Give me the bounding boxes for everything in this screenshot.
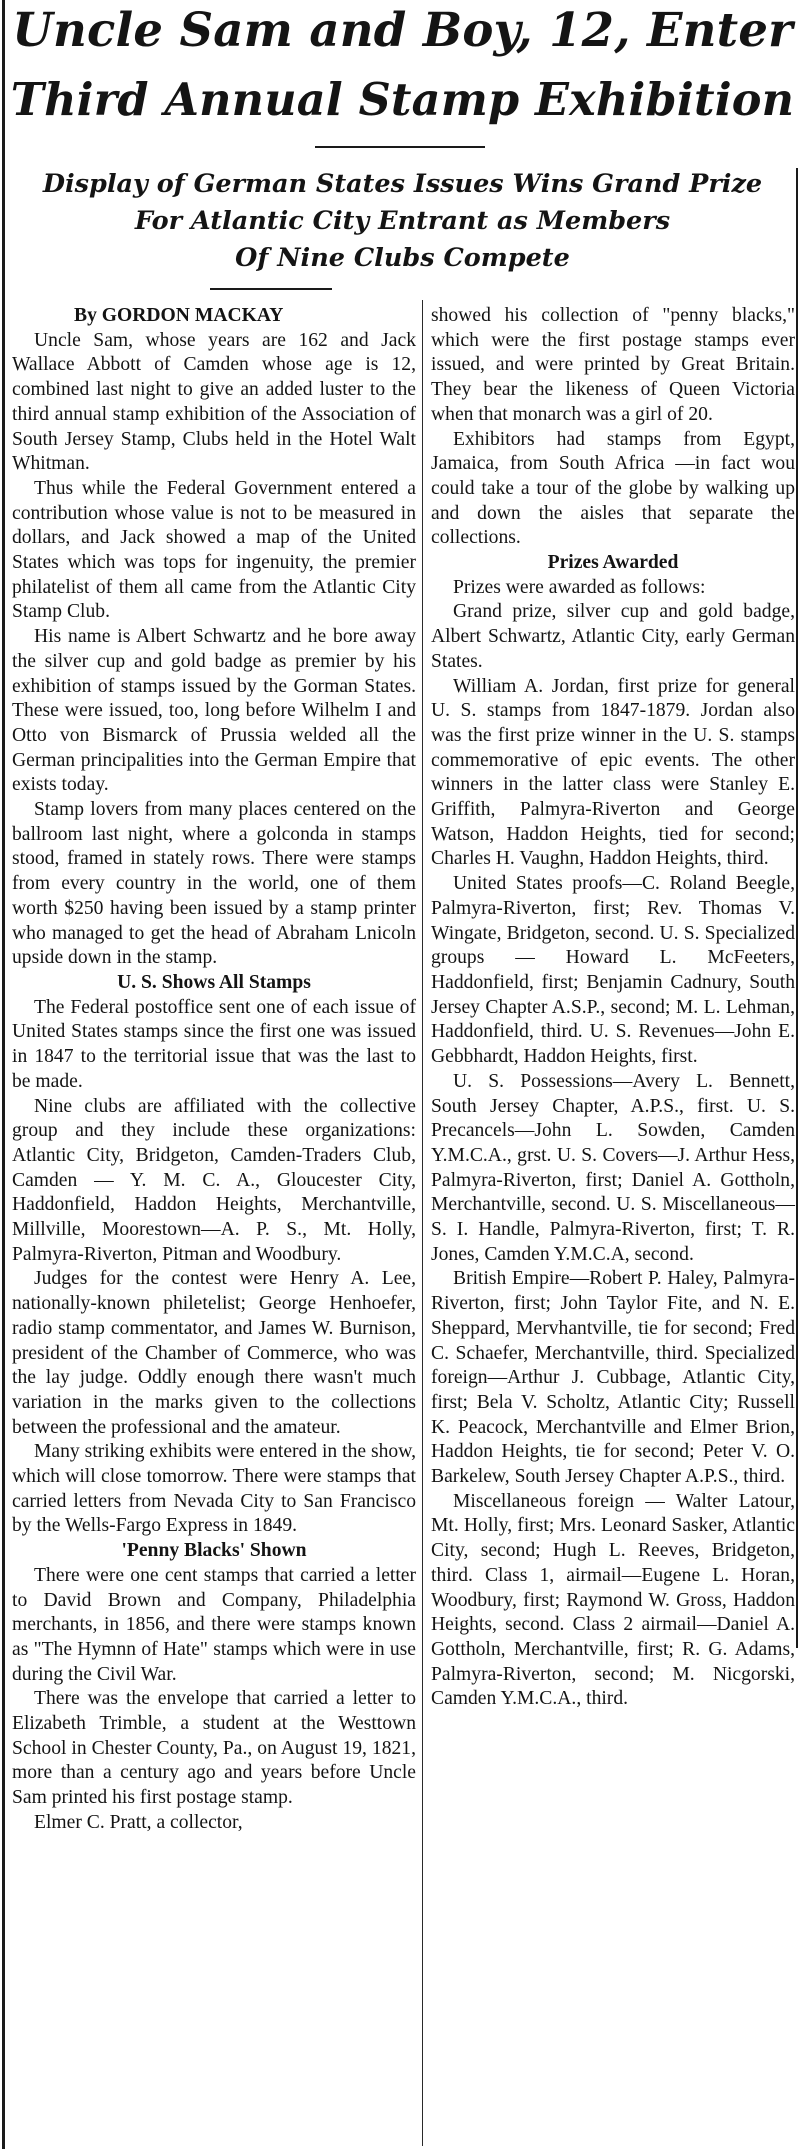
- paragraph: Judges for the contest were Henry A. Lee, nationally-known philetelist; George Henhoefer, radio stamp commentator, and James W. Burnison, president of the Chamber of Commerce, who was the lay judge. Oddly enough there wasn't much variation in the marks given to the collections between the professional and the amateur.: [12, 1268, 416, 1438]
- subheadline-line-1: Display of German States Issues Wins Grand Prize: [42, 169, 763, 199]
- paragraph: Exhibitors had stamps from Egypt, Jamaica, from South Africa —in fact wou could take a tour of the globe by walking up and down the aisles that separate the collections.: [431, 428, 795, 549]
- paragraph: Prizes were awarded as follows:: [453, 576, 706, 598]
- paragraph: Stamp lovers from many places centered on the ballroom last night, where a golconda in stamps stood, framed in stately rows. There were stamps from every country in the world, one of them worth $250 having been issued by a stamp printer who managed to get the head of Abraham Lnicoln upside down in the stamp.: [12, 799, 416, 969]
- headline-rule: [315, 146, 485, 148]
- byline: By GORDON MACKAY: [74, 305, 284, 326]
- subheadline-line-3: Of Nine Clubs Compete: [235, 243, 570, 273]
- article-column-2: [431, 304, 795, 1712]
- paragraph: Uncle Sam, whose years are 162 and Jack Wallace Abbott of Camden whose age is 12, combined last night to give an added luster to the third annual stamp exhibition of the Association of South Jersey Stamp, Clubs held in the Hotel Walt Whitman.: [12, 329, 416, 475]
- section-subhead: 'Penny Blacks' Shown: [121, 1540, 307, 1562]
- paragraph: Grand prize, silver cup and gold badge, Albert Schwartz, Atlantic City, early German States.: [431, 601, 795, 672]
- paragraph: Miscellaneous foreign — Walter Latour, Mt. Holly, first; Mrs. Leonard Sasker, Atlantic City, second; Hugh L. Reeves, Bridgeton, third. Class 1, airmail—Eugene L. Horan, Woodbury, first; Raymond W. Gross, Haddon Heights, second. Class 2 airmail—Daniel A. Gottholn, Merchantville, first; R. G. Adams, Palmyra-Riverton, second; M. Nicgorski, Camden Y.M.C.A., third.: [431, 1490, 795, 1710]
- clipping-right-edge: [796, 168, 798, 1648]
- article-column-1: [12, 304, 416, 1836]
- paragraph: Elmer C. Pratt, a collector,: [34, 1811, 243, 1833]
- paragraph: The Federal postoffice sent one of each issue of United States stamps since the first one was issued in 1847 to the territorial issue that was the last to be made.: [12, 996, 416, 1092]
- column-divider: [422, 300, 423, 2146]
- paragraph: William A. Jordan, first prize for general U. S. stamps from 1847-1879. Jordan also was the first prize winner in the U. S. stamps commemorative of epic events. The other winners in the latter class were Stanley E. Griffith, Palmyra-Riverton and George Watson, Haddon Heights, tied for second; Charles H. Vaughn, Haddon Heights, third.: [431, 675, 795, 870]
- subheadline-line-2: For Atlantic City Entrant as Members: [134, 206, 671, 236]
- section-subhead: U. S. Shows All Stamps: [117, 971, 311, 993]
- clipping-left-edge: [2, 0, 5, 2149]
- paragraph: Nine clubs are affiliated with the collective group and they include these organizations: Atlantic City, Bridgeton, Camden-Traders Club, Camden — Y. M. C. A., Gloucester City, Haddonfield, Haddon Heights, Merchantville, Millville, Moorestown—A. P. S., Mt. Holly, Palmyra-Riverton, Pitman and Woodbury.: [12, 1095, 416, 1265]
- paragraph: There was the envelope that carried a letter to Elizabeth Trimble, a student at the Westtown School in Chester County, Pa., on August 19, 1821, more than a century ago and years before Uncle Sam printed his first postage stamp.: [12, 1688, 416, 1809]
- paragraph: U. S. Possessions—Avery L. Bennett, South Jersey Chapter, A.P.S., first. U. S. Precancels—John L. Sowden, Camden Y.M.C.A., grst. U. S. Covers—J. Arthur Hess, Palmyra-Riverton, first; Daniel A. Gottholn, Merchantville, second. U. S. Miscellaneous—S. I. Handle, Palmyra-Riverton, first; T. R. Jones, Camden Y.M.C.A, second.: [431, 1070, 795, 1265]
- paragraph: British Empire—Robert P. Haley, Palmyra-Riverton, first; John Taylor Fite, and N. E. Sheppard, Mervhantville, tie for second; Fred C. Schaefer, Merchantville, third. Specialized foreign—Arthur J. Cubbage, Atlantic City, first; Bela V. Scholtz, Atlantic City; Russell K. Peacock, Merchantville and Elmer Brion, Haddon Heights, tie for second; Peter V. O. Barkelew, South Jersey Chapter A.P.S., third.: [431, 1268, 795, 1488]
- paragraph: United States proofs—C. Roland Beegle, Palmyra-Riverton, first; Rev. Thomas V. Wingate, Bridgeton, second. U. S. Specialized groups — Howard L. McFeeters, Haddonfield, first; Benjamin Cadnury, South Jersey Chapter A.S.P., second; M. L. Lehman, Haddonfield, third. U. S. Revenues—John E. Gebbhardt, Haddon Heights, first.: [431, 873, 795, 1068]
- paragraph: showed his collection of "penny blacks," which were the first postage stamps ever issued, and were printed by Great Britain. They bear the likeness of Queen Victoria when that monarch was a girl of 20.: [431, 305, 795, 425]
- headline-line-1: Uncle Sam and Boy, 12, Enter: [12, 2, 793, 57]
- paragraph: Many striking exhibits were entered in the show, which will close tomorrow. There were stamps that carried letters from Nevada City to San Francisco by the Wells-Fargo Express in 1849.: [12, 1441, 416, 1537]
- subheadline-rule: [210, 288, 332, 290]
- paragraph: Thus while the Federal Government entered a contribution whose value is not to be measured in dollars, and Jack showed a map of the United States which was tops for ingenuity, the premier philatelist of them all came from the Atlantic City Stamp Club.: [12, 477, 416, 623]
- section-subhead: Prizes Awarded: [547, 552, 679, 574]
- paragraph: His name is Albert Schwartz and he bore away the silver cup and gold badge as premier by his exhibition of stamps issued by the Gorman States. These were issued, too, long before Wilhelm I and Otto von Bismarck of Prussia welded all the German principalities into the German Empire that exists today.: [12, 626, 416, 796]
- headline-line-2: Third Annual Stamp Exhibition: [10, 74, 795, 126]
- paragraph: There were one cent stamps that carried a letter to David Brown and Company, Philadelphia merchants, in 1856, and there were stamps known as "The Hymnn of Hate" stamps which were in use during the Civil War.: [12, 1564, 416, 1685]
